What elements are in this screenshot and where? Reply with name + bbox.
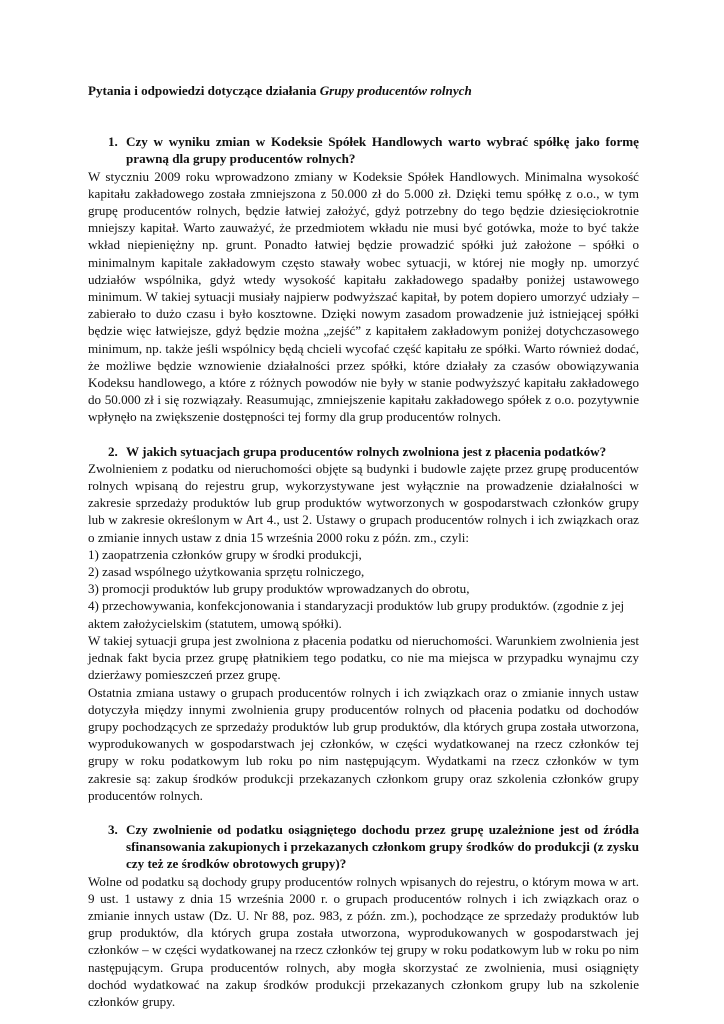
list-item-3: 3) promocji produktów lub grupy produktów wprowadzanych do obrotu, — [88, 581, 470, 597]
question-2-text: W jakich sytuacjach grupa producentów rolnych zwolniona jest z płacenia podatków? — [126, 443, 607, 459]
answer-2-intro: Zwolnieniem z podatku od nieruchomości objęte są budynki i budowle zajęte przez grupę producentów rolnych wpisaną do rejestru grup, wykorzystywane jest wyłącznie na prowadzenie działalności w zakresie sprzedaży produktów lub grup produktów wytworzonych w gospodarstwach członków grupy lub w zakresie określonym w Art 4., ust 2. Ustawy o grupach producentów rolnych i ich związkach oraz o zmianie innych ustaw z dnia 15 września 2000 roku z późn. zm., czyli: — [88, 460, 639, 545]
question-2 — [88, 443, 639, 460]
title-main: Pytania i odpowiedzi dotyczące działania — [88, 83, 320, 98]
question-2-number: 2. — [108, 443, 118, 459]
question-1 — [88, 133, 639, 167]
answer-2-para2: W takiej sytuacji grupa jest zwolniona z płacenia podatku od nieruchomości. Warunkiem zwolnienia jest jednak fakt bycia przez grupę płatnikiem tego podatku, co nie ma miejsca w przypadku wynajmu czy dzierżawy pomieszczeń przez grupę. — [88, 632, 639, 683]
document-page — [88, 82, 639, 1010]
question-1-text: Czy w wyniku zmian w Kodeksie Spółek Handlowych warto wybrać spółkę jako formę prawną dla grupy producentów rolnych? — [126, 134, 639, 167]
question-3 — [88, 821, 639, 873]
question-1-number: 1. — [108, 134, 118, 150]
list-item-4: 4) przechowywania, konfekcjonowania i standaryzacji produktów lub grupy produktów. (zgodnie z jej aktem założycielskim (statutem, umową spółki). — [88, 598, 625, 631]
answer-3: Wolne od podatku są dochody grupy producentów rolnych wpisanych do rejestru, o którym mowa w art. 9 ust. 1 ustawy z dnia 15 września 2000 r. o grupach producentów rolnych i ich związkach oraz o zmianie innych ustaw (Dz. U. Nr 88, poz. 983, z późn. zm.), pochodzące ze sprzedaży produktów lub grup produktów, dla których grupa została utworzona, wyprodukowanych w gospodarstwach jej członków – w części wydatkowanej na rzecz członków tej grupy w roku podatkowym lub w roku po nim następującym. Grupa producentów rolnych, aby mogła skorzystać ze zwolnienia, musi osiągnięty dochód wydatkować na zakup środków produkcji przekazanych członkom grupy lub na szkolenie członków grupy. — [88, 873, 639, 1009]
answer-1: W styczniu 2009 roku wprowadzono zmiany w Kodeksie Spółek Handlowych. Minimalna wysokość kapitału zakładowego została zmniejszona z 50.000 zł do 5.000 zł. Dzięki temu spółkę z o.o., w tym grupę producentów rolnych, będzie łatwiej założyć, gdyż potrzebny do tego będzie dziesięciokrotnie mniejszy kapitał. Warto zauważyć, że przedmiotem wkładu nie musi być gotówka, może to być także wkład niepieniężny np. grunt. Ponadto łatwiej będzie prowadzić spółki już założone – spółki o minimalnym kapitale zakładowym często stawały wobec sytuacji, w której nie mogły np. umorzyć udziałów wspólnika, gdyż wtedy wysokość kapitału zakładowego spadałby poniżej ustawowego minimum. W takiej sytuacji musiały najpierw podwyższać kapitał, by potem dopiero umorzyć udziały – zabierało to dużo czasu i było kosztowne. Dzięki nowym zasadom prowadzenie już istniejącej spółki będzie więc łatwiejsze, gdyż będzie można „zejść” z kapitałem zakładowym poniżej dotychczasowego minimum, np. także jeśli wspólnicy będą chcieli wycofać część kapitału ze spółki. Warto również dodać, że możliwe będzie wznowienie działalności przez spółki, które działały za czasów obowiązywania Kodeksu handlowego, a które z różnych powodów nie były w stanie podwyższyć kapitału zakładowego do 50.000 zł i się rozwiązały. Reasumując, zmniejszenie kapitału zakładowego spółek z o.o. pozytywnie wpłynęło na zwiększenie dostępności tej formy dla grup producentów rolnych. — [88, 168, 639, 425]
question-3-text: Czy zwolnienie od podatku osiągniętego dochodu przez grupę uzależnione jest od źródła sfinansowania zakupionych i przekazanych członkom grupy środków do produkcji (z zysku czy też ze środków obrotowych grupy)? — [126, 821, 639, 872]
title-italic: Grupy producentów rolnych — [319, 83, 472, 98]
answer-2-para3: Ostatnia zmiana ustawy o grupach producentów rolnych i ich związkach oraz o zmianie innych ustaw dotyczyła między innymi zwolnienia grupy producentów rolnych od płacenia podatku od dochodów grupy pochodzących ze sprzedaży produktów lub grup produktów, dla których grupa została utworzona, wyprodukowanych w gospodarstwach jej członków, w części wydatkowanej na rzecz członków tej grupy w roku podatkowym lub roku po nim następującym. Wydatkami na rzecz członków w tym zakresie są: zakup środków produkcji przekazanych członkom grupy oraz szkolenia członków grupy producentów rolnych. — [88, 684, 639, 803]
document-title — [88, 82, 639, 99]
question-3-number: 3. — [108, 821, 118, 837]
list-item-2: 2) zasad wspólnego użytkowania sprzętu rolniczego, — [88, 564, 365, 580]
list-item-1: 1) zaopatrzenia członków grupy w środki produkcji, — [88, 546, 362, 562]
